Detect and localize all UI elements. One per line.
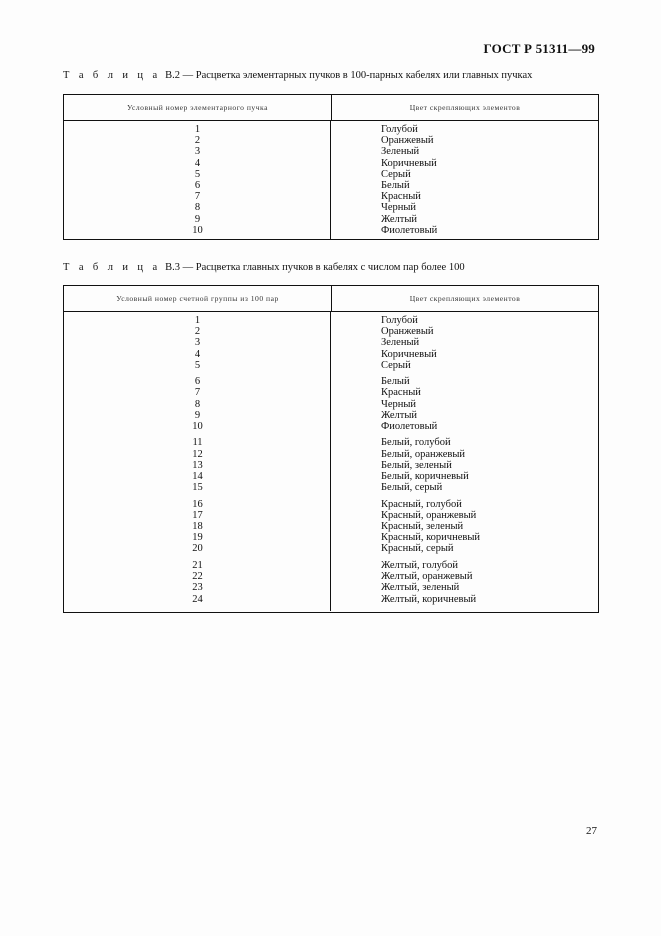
table-b2-col2-header: Цвет скрепляющих элементов bbox=[409, 103, 521, 112]
page-number: 27 bbox=[586, 825, 597, 837]
row-number: 24 bbox=[192, 593, 203, 605]
row-number: 12 bbox=[192, 448, 203, 460]
row-color: Красный bbox=[381, 387, 421, 399]
row-number: 8 bbox=[194, 398, 201, 410]
table-b2-header bbox=[64, 95, 598, 121]
row-number: 4 bbox=[194, 348, 201, 360]
row-color: Красный, оранжевый bbox=[381, 509, 477, 521]
row-color: Черный bbox=[381, 202, 417, 214]
row-color: Коричневый bbox=[381, 348, 437, 360]
document-code: ГОСТ Р 51311—99 bbox=[483, 41, 595, 56]
row-color: Зеленый bbox=[381, 337, 420, 349]
row-number: 1 bbox=[194, 315, 201, 326]
row-color: Желтый, голубой bbox=[381, 559, 459, 571]
row-number: 20 bbox=[192, 543, 203, 555]
table-b2-col-divider bbox=[64, 121, 331, 239]
row-number: 18 bbox=[192, 521, 203, 533]
row-number: 6 bbox=[194, 376, 201, 388]
row-number: 4 bbox=[194, 157, 201, 169]
row-color: Белый, коричневый bbox=[381, 471, 469, 483]
row-number: 13 bbox=[192, 459, 203, 471]
row-color: Желтый, зеленый bbox=[381, 582, 460, 594]
table-b2-caption bbox=[63, 70, 532, 81]
row-number: 8 bbox=[194, 202, 201, 214]
row-color: Желтый, коричневый bbox=[381, 593, 477, 605]
row-number: 22 bbox=[192, 571, 203, 583]
table-b2 bbox=[63, 94, 599, 240]
row-number: 15 bbox=[192, 482, 203, 494]
row-number: 14 bbox=[192, 471, 203, 483]
table-b3-caption-prefix: Т а б л и ц а bbox=[63, 262, 161, 273]
row-number: 2 bbox=[194, 135, 201, 147]
row-color: Голубой bbox=[381, 315, 418, 326]
row-color: Зеленый bbox=[381, 146, 420, 158]
row-number: 10 bbox=[192, 420, 203, 432]
row-color: Красный, голубой bbox=[381, 498, 462, 510]
row-color: Белый, голубой bbox=[381, 437, 451, 449]
row-number: 9 bbox=[194, 409, 201, 421]
row-color: Белый bbox=[381, 376, 410, 388]
row-color: Желтый bbox=[381, 409, 418, 421]
row-number: 16 bbox=[192, 498, 203, 510]
table-b3-col2-header: Цвет скрепляющих элементов bbox=[409, 294, 521, 303]
row-color: Голубой bbox=[381, 124, 418, 135]
table-b2-caption-prefix: Т а б л и ц а bbox=[63, 70, 161, 81]
row-number: 1 bbox=[194, 124, 201, 135]
row-color: Черный bbox=[381, 398, 417, 410]
table-b3-body bbox=[64, 312, 598, 610]
row-color: Оранжевый bbox=[381, 135, 434, 147]
table-b2-caption-text: В.2 — Расцветка элементарных пучков в 100-парных кабелях или главных пучках bbox=[165, 70, 533, 81]
row-color: Желтый bbox=[381, 213, 418, 225]
row-color: Серый bbox=[381, 168, 411, 180]
table-b2-col1-header: Условный номер элементарного пучка bbox=[64, 95, 332, 120]
row-number: 23 bbox=[192, 582, 203, 594]
row-color: Белый, серый bbox=[381, 482, 443, 494]
row-color: Коричневый bbox=[381, 157, 437, 169]
table-b3-caption bbox=[63, 262, 465, 273]
table-b3-caption-text: В.3 — Расцветка главных пучков в кабелях с числом пар более 100 bbox=[165, 262, 465, 273]
row-color: Желтый, оранжевый bbox=[381, 571, 473, 583]
row-color: Фиолетовый bbox=[381, 224, 438, 236]
row-color: Белый, оранжевый bbox=[381, 448, 466, 460]
table-b2-body bbox=[64, 121, 598, 236]
row-color: Оранжевый bbox=[381, 326, 434, 338]
row-color: Красный, зеленый bbox=[381, 521, 464, 533]
row-color: Красный, коричневый bbox=[381, 532, 480, 544]
row-color: Красный, серый bbox=[381, 543, 454, 555]
row-number: 3 bbox=[194, 337, 201, 349]
row-color: Белый bbox=[381, 179, 410, 191]
table-b3-header bbox=[64, 286, 598, 312]
row-number: 3 bbox=[194, 146, 201, 158]
row-number: 5 bbox=[194, 168, 201, 180]
row-number: 11 bbox=[192, 437, 203, 449]
row-number: 17 bbox=[192, 509, 203, 521]
row-number: 19 bbox=[192, 532, 203, 544]
table-b3-col1-header: Условный номер счетной группы из 100 пар bbox=[64, 286, 332, 311]
row-number: 2 bbox=[194, 326, 201, 338]
row-color: Красный bbox=[381, 191, 421, 203]
row-color: Фиолетовый bbox=[381, 420, 438, 432]
row-color: Серый bbox=[381, 359, 411, 371]
table-b3 bbox=[63, 285, 599, 613]
row-number: 5 bbox=[194, 359, 201, 371]
row-number: 9 bbox=[194, 213, 201, 225]
row-number: 21 bbox=[192, 559, 203, 571]
table-b3-col-divider bbox=[64, 312, 331, 611]
row-number: 7 bbox=[194, 191, 201, 203]
row-number: 10 bbox=[192, 224, 203, 236]
row-number: 6 bbox=[194, 179, 201, 191]
row-color: Белый, зеленый bbox=[381, 459, 452, 471]
row-number: 7 bbox=[194, 387, 201, 399]
